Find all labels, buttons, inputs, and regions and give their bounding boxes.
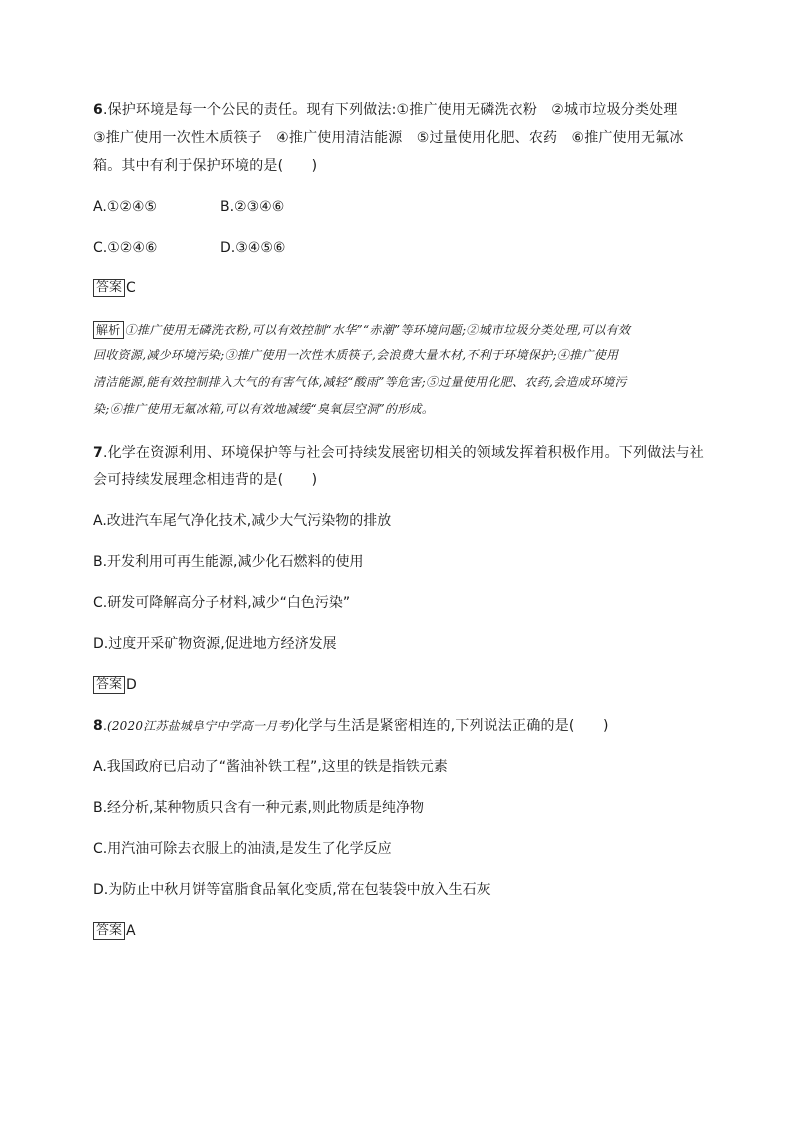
q7-option-c: C.研发可降解高分子材料,减少“白色污染” (93, 595, 351, 611)
q7-option-b: B.开发利用可再生能源,减少化石燃料的使用 (93, 554, 364, 570)
q6-option-a: A.①②④⑤ (93, 199, 157, 215)
q8-answer (93, 921, 136, 941)
q6-explanation-text-1: ①推广使用无磷洗衣粉,可以有效控制“水华”“赤潮”等环境问题;②城市垃圾分类处理,可以有效 (124, 323, 631, 337)
q6-explanation-line-2: 回收资源,减少环境污染;③推广使用一次性木质筷子,会浪费大量木材,不利于环境保护;④推广使用 (93, 348, 619, 362)
q6-explanation-line-3: 清洁能源,能有效控制排入大气的有害气体,减轻“酸雨”等危害;⑤过量使用化肥、农药,会造成环境污 (93, 375, 627, 389)
q7-answer (93, 675, 137, 695)
q8-stem-line-1 (93, 716, 609, 736)
q8-answer-value: A (126, 923, 136, 939)
q8-source: .(2020江苏盐城阜宁中学高一月考) (102, 719, 295, 733)
answer-tag: 答案 (93, 676, 125, 694)
q6-stem-line-1 (93, 100, 678, 120)
answer-tag: 答案 (93, 922, 125, 940)
answer-tag: 答案 (93, 279, 125, 297)
q8-number: 8 (93, 718, 103, 734)
q6-option-b: B.②③④⑥ (220, 199, 285, 215)
q7-stem-line-1 (93, 443, 704, 463)
q6-stem-text-1: .保护环境是每一个公民的责任。现有下列做法:①推广使用无磷洗衣粉 ②城市垃圾分类处理 (102, 102, 678, 118)
q6-explanation-line-4: 染;⑥推广使用无氟冰箱,可以有效地减缓“臭氧层空洞”的形成。 (93, 402, 435, 416)
q8-option-c: C.用汽油可除去衣服上的油渍,是发生了化学反应 (93, 841, 392, 857)
q6-answer-value: C (126, 280, 136, 296)
q7-stem-text-1: .化学在资源利用、环境保护等与社会可持续发展密切相关的领域发挥着积极作用。下列做法与社 (102, 445, 705, 461)
q7-number: 7 (93, 445, 103, 461)
q6-answer (93, 278, 136, 298)
q7-answer-value: D (126, 677, 137, 693)
q8-option-a: A.我国政府已启动了“酱油补铁工程”,这里的铁是指铁元素 (93, 759, 448, 775)
q6-stem-line-3: 箱。其中有利于保护环境的是( ) (93, 158, 318, 174)
q6-explanation-line-1 (93, 321, 630, 339)
q7-option-d: D.过度开采矿物资源,促进地方经济发展 (93, 636, 337, 652)
q8-option-b: B.经分析,某种物质只含有一种元素,则此物质是纯净物 (93, 800, 424, 816)
q6-number: 6 (93, 102, 103, 118)
q6-option-d: D.③④⑤⑥ (220, 240, 286, 256)
explanation-tag: 解析 (93, 321, 124, 339)
q7-stem-line-2: 会可持续发展理念相违背的是( ) (93, 472, 318, 488)
q6-stem-line-2: ③推广使用一次性木质筷子 ④推广使用清洁能源 ⑤过量使用化肥、农药 ⑥推广使用无氟冰 (93, 130, 684, 146)
q6-option-c: C.①②④⑥ (93, 240, 158, 256)
q8-stem-text-1: 化学与生活是紧密相连的,下列说法正确的是( ) (294, 718, 609, 734)
q8-option-d: D.为防止中秋月饼等富脂食品氧化变质,常在包装袋中放入生石灰 (93, 882, 491, 898)
q7-option-a: A.改进汽车尾气净化技术,减少大气污染物的排放 (93, 513, 392, 529)
